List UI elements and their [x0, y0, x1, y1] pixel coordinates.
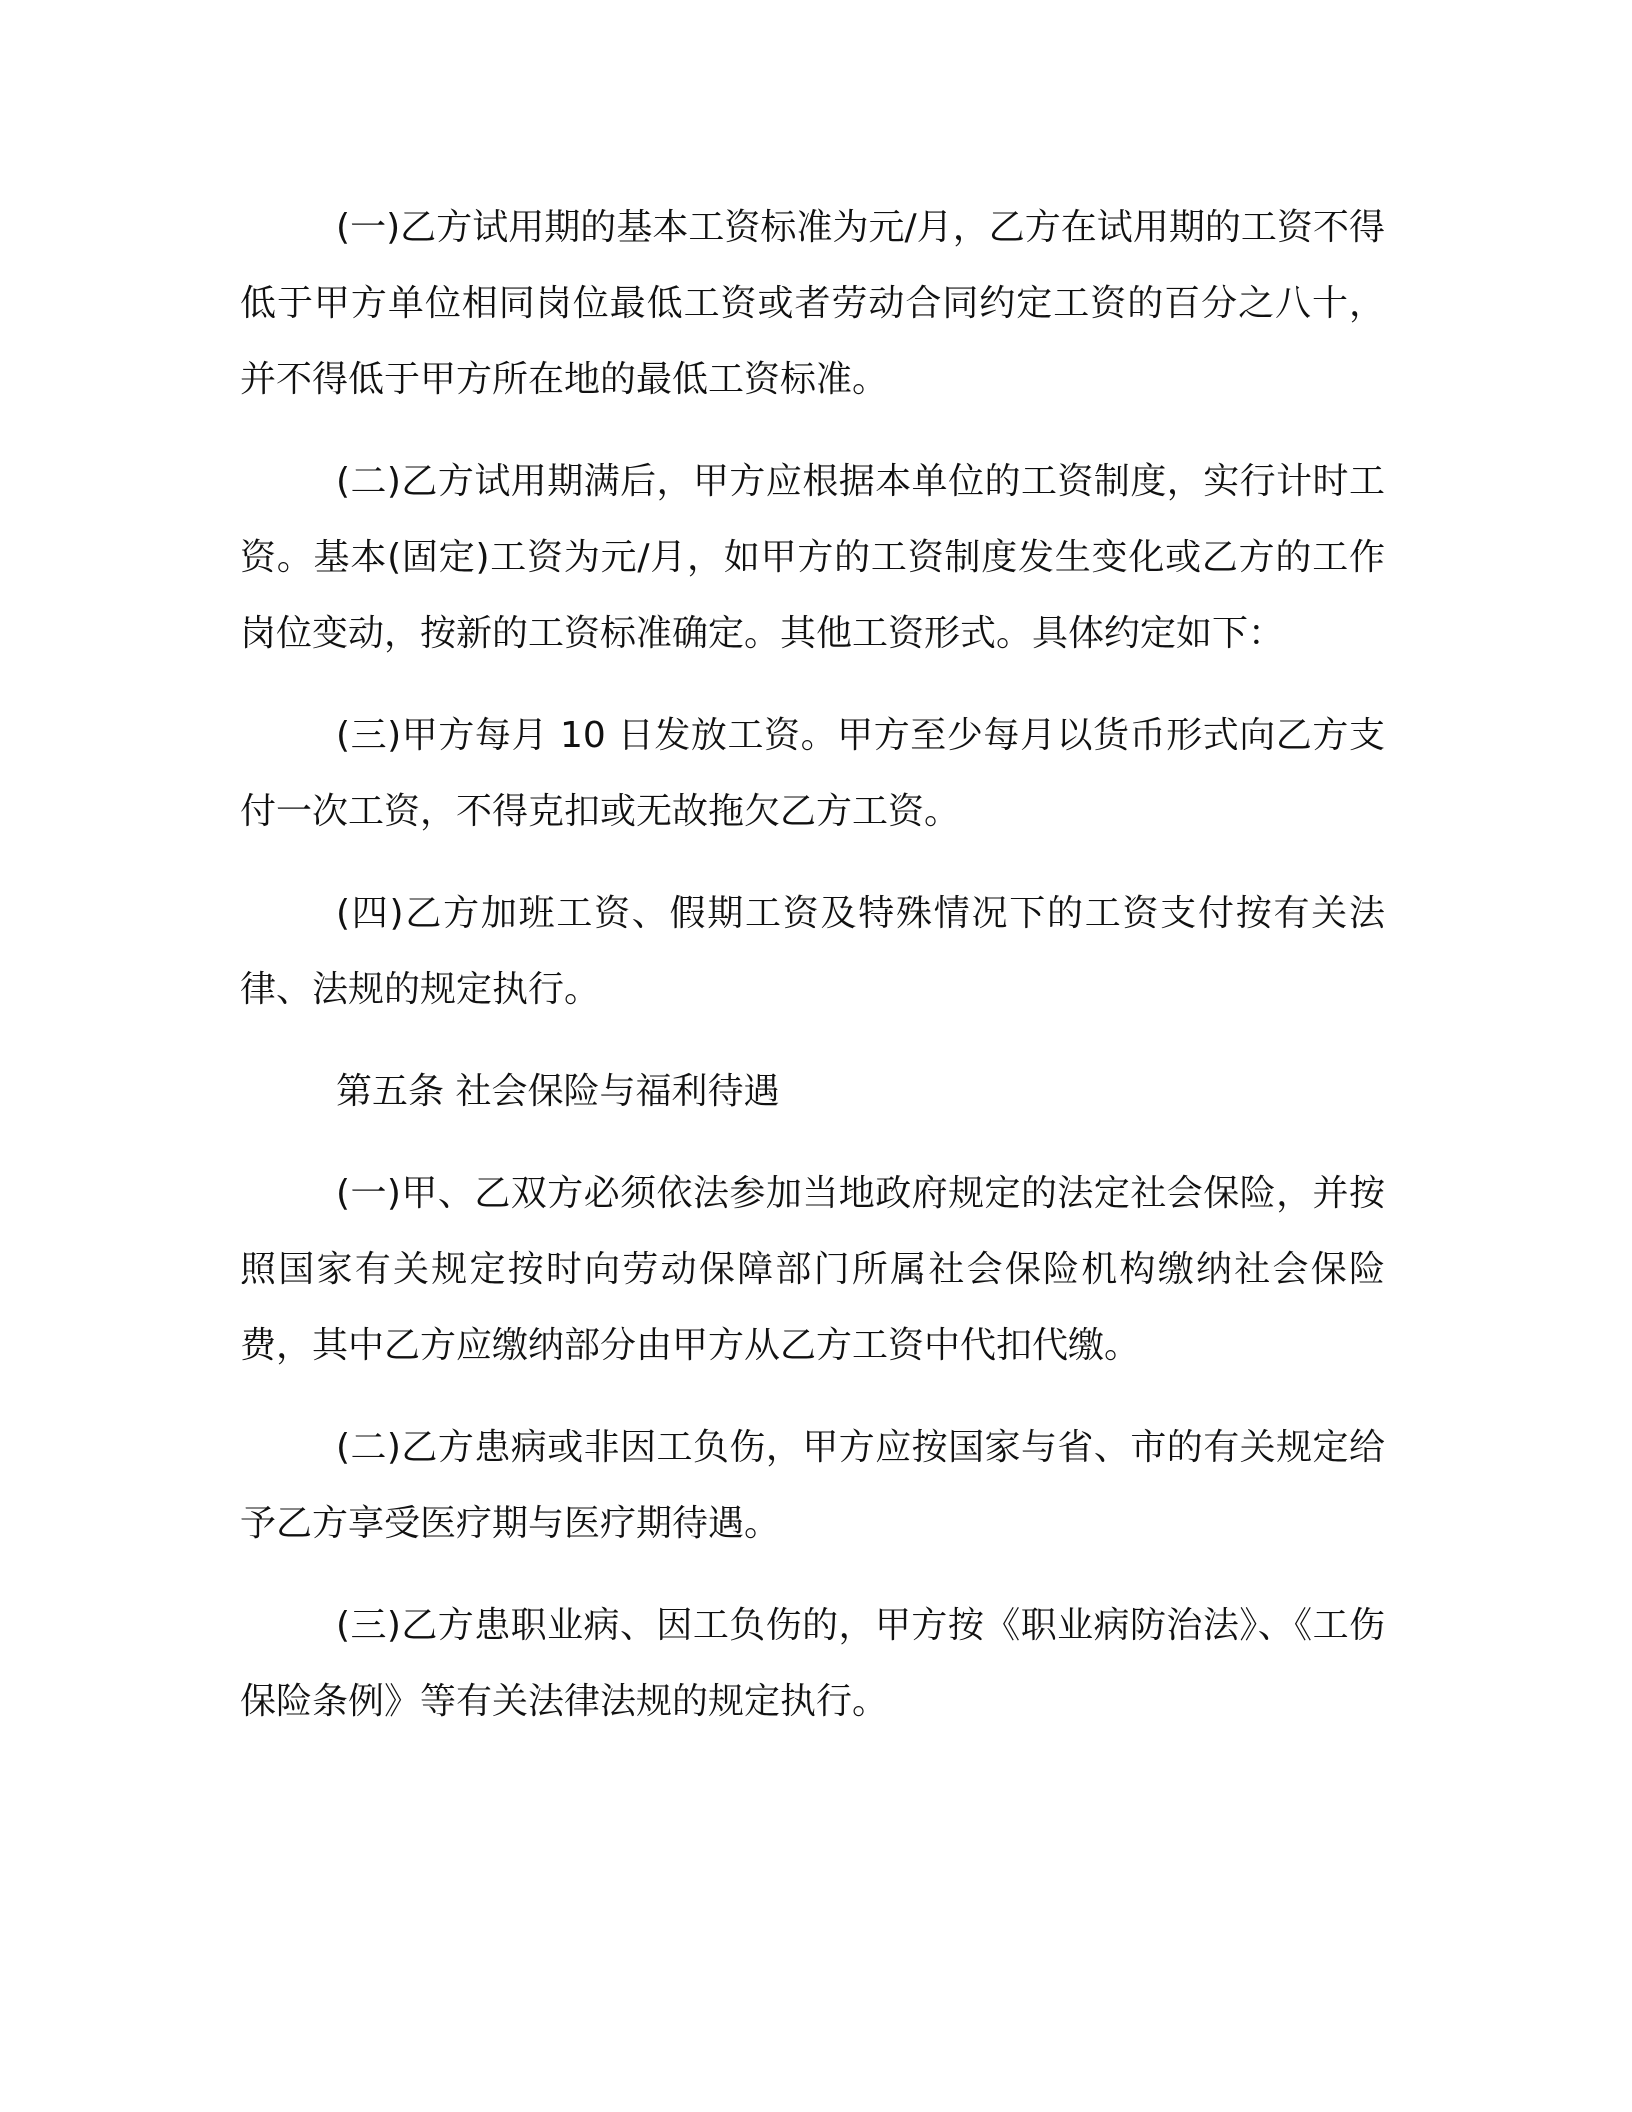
document-body: [240, 190, 1385, 1766]
paragraph-social-insurance: (一)甲、乙双方必须依法参加当地政府规定的法定社会保险，并按照国家有关规定按时向劳动保障部门所属社会保险机构缴纳社会保险费，其中乙方应缴纳部分由甲方从乙方工资中代扣代缴。: [240, 1173, 1385, 1366]
paragraph-wage-after-probation: (二)乙方试用期满后，甲方应根据本单位的工资制度，实行计时工资。基本(固定)工资为元/月，如甲方的工资制度发生变化或乙方的工作岗位变动，按新的工资标准确定。其他工资形式。具体约定如下：: [240, 461, 1385, 654]
paragraph-overtime-wage: (四)乙方加班工资、假期工资及特殊情况下的工资支付按有关法律、法规的规定执行。: [240, 893, 1385, 1010]
paragraph-occupational-injury: (三)乙方患职业病、因工负伤的，甲方按《职业病防治法》、《工伤保险条例》等有关法律法规的规定执行。: [240, 1605, 1385, 1722]
paragraph-medical-leave: (二)乙方患病或非因工负伤，甲方应按国家与省、市的有关规定给予乙方享受医疗期与医疗期待遇。: [240, 1427, 1385, 1544]
paragraph-wage-payment-date: (三)甲方每月 10 日发放工资。甲方至少每月以货币形式向乙方支付一次工资，不得克扣或无故拖欠乙方工资。: [240, 715, 1385, 832]
paragraph-wage-probation: (一)乙方试用期的基本工资标准为元/月，乙方在试用期的工资不得低于甲方单位相同岗位最低工资或者劳动合同约定工资的百分之八十，并不得低于甲方所在地的最低工资标准。: [240, 207, 1385, 400]
section-heading-article-5: 第五条 社会保险与福利待遇: [336, 1071, 780, 1112]
